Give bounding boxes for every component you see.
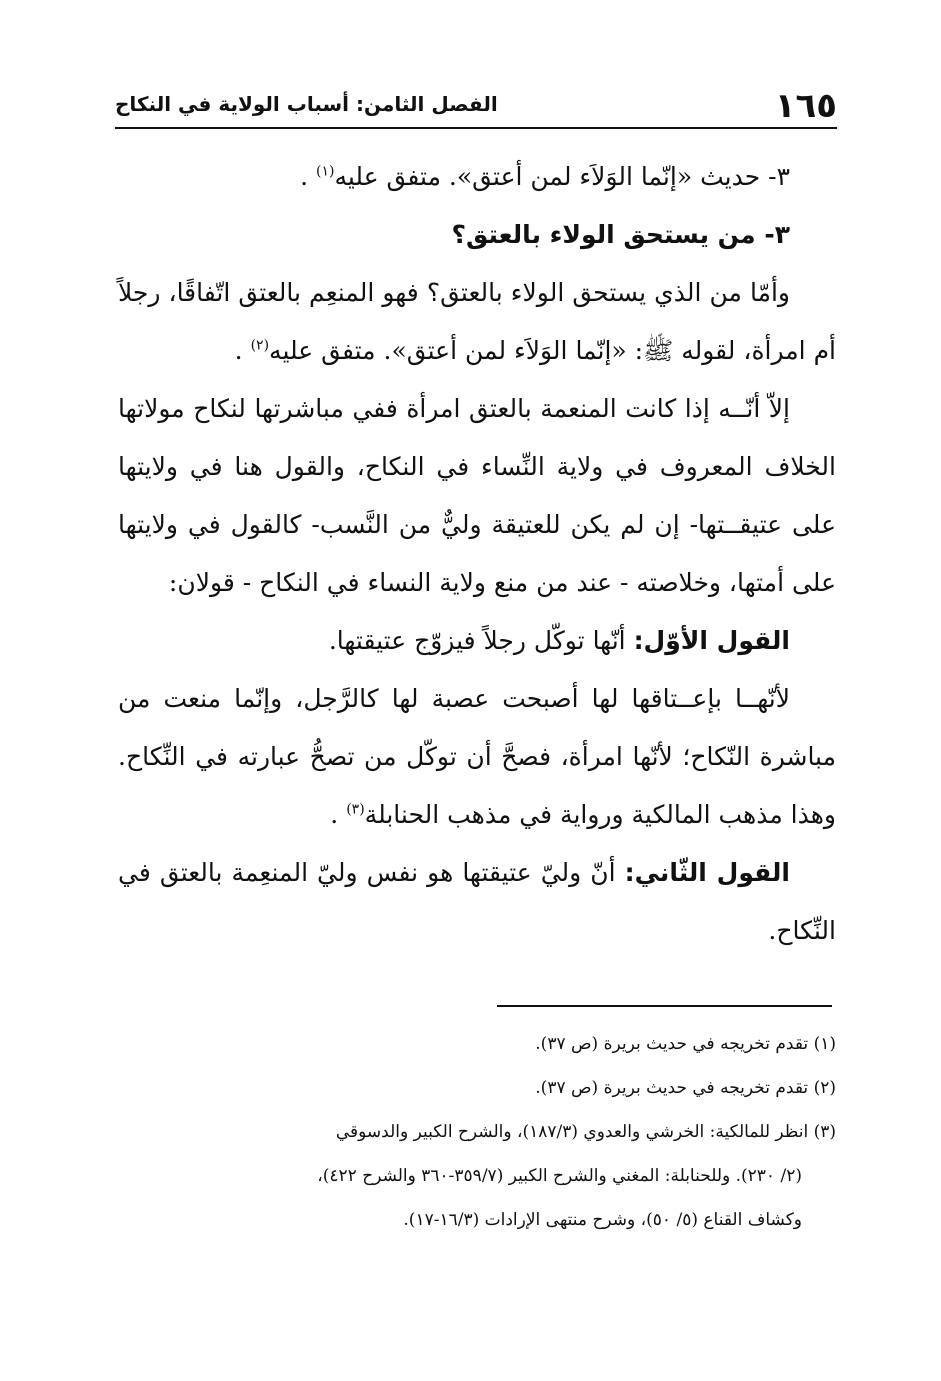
page-number: ١٦٥ [774, 86, 837, 126]
footnote-divider [497, 1005, 832, 1007]
footnote-2: (٢) تقدم تخريجه في حديث بريرة (ص ٣٧). [535, 1078, 836, 1098]
section-heading: ٣- من يستحق الولاء بالعتق؟ [451, 220, 790, 249]
footnote-ref-1: (١) [316, 163, 335, 180]
footnote-ref-3: (٣) [346, 801, 365, 818]
page-header [115, 86, 837, 130]
paragraph-1-end: . [234, 336, 243, 365]
running-title: الفصل الثامن: أسباب الولاية في النكاح [115, 92, 498, 116]
footnotes [200, 1022, 836, 1242]
item-3-hadith [118, 148, 836, 206]
first-opinion-label: القول الأوّل: [633, 626, 790, 655]
footnote-1: (١) تقدم تخريجه في حديث بريرة (ص ٣٧). [535, 1034, 836, 1054]
footnote-3-line-2: (٢/ ٢٣٠). وللحنابلة: المغني والشرح الكبير (٣٥٩/٧-٣٦٠ والشرح ٤٢٢)، [317, 1166, 802, 1186]
item-3-text: ٣- حديث «إنّما الوَلاَء لمن أعتق». متفق عليه [334, 162, 790, 191]
second-opinion-label: القول الثّاني: [624, 858, 790, 887]
paragraph-1 [118, 264, 836, 380]
paragraph-3-end: . [330, 800, 339, 829]
paragraph-1-text: وأمّا من الذي يستحق الولاء بالعتق؟ فهو المنعِم بالعتق اتّفاقًا، رجلاً أم امرأة، لقوله ﷺ: «إنّما الوَلاَء لمن أعتق». متفق عليه [118, 278, 836, 365]
paragraph-3-text: لأنّهــا بإعــتاقها لها أصبحت عصبة لها كالرَّجل، وإنّما منعت من مباشرة النّكاح؛ لأنّها امرأة، فصحَّ أن توكّل من تصحُّ عبارته في النِّكاح. وهذا مذهب المالكية ورواية في مذهب الحنابلة [118, 684, 836, 829]
second-opinion [118, 844, 836, 960]
second-opinion-text: أنّ وليّ عتيقتها هو نفس وليّ المنعِمة بالعتق في النِّكاح. [118, 858, 836, 945]
first-opinion [118, 612, 836, 670]
paragraph-2: إلاّ أنّــه إذا كانت المنعمة بالعتق امرأة ففي مباشرتها لنكاح مولاتها الخلاف المعروف في ولاية النِّساء في النكاح، والقول هنا في ولايتها على عتيقــتها- إن لم يكن للعتيقة وليٌّ من النَّسب- كالقول في ولايتها على أمتها، وخلاصته - عند من منع ولاية النساء في النكاح - قولان: [118, 394, 836, 597]
item-3-end: . [300, 162, 309, 191]
footnote-3-line-3: وكشاف القناع (٥/ ٥٠)، وشرح منتهى الإرادات (١٦/٣-١٧). [403, 1210, 802, 1230]
first-opinion-text: أنّها توكّل رجلاً فيزوّج عتيقتها. [328, 626, 634, 655]
footnote-3-line-1: (٣) انظر للمالكية: الخرشي والعدوي (١٨٧/٣)، والشرح الكبير والدسوقي [335, 1122, 836, 1142]
body-text [118, 148, 836, 960]
header-divider [115, 127, 837, 129]
footnote-ref-2: (٢) [250, 337, 270, 354]
paragraph-3 [118, 670, 836, 844]
